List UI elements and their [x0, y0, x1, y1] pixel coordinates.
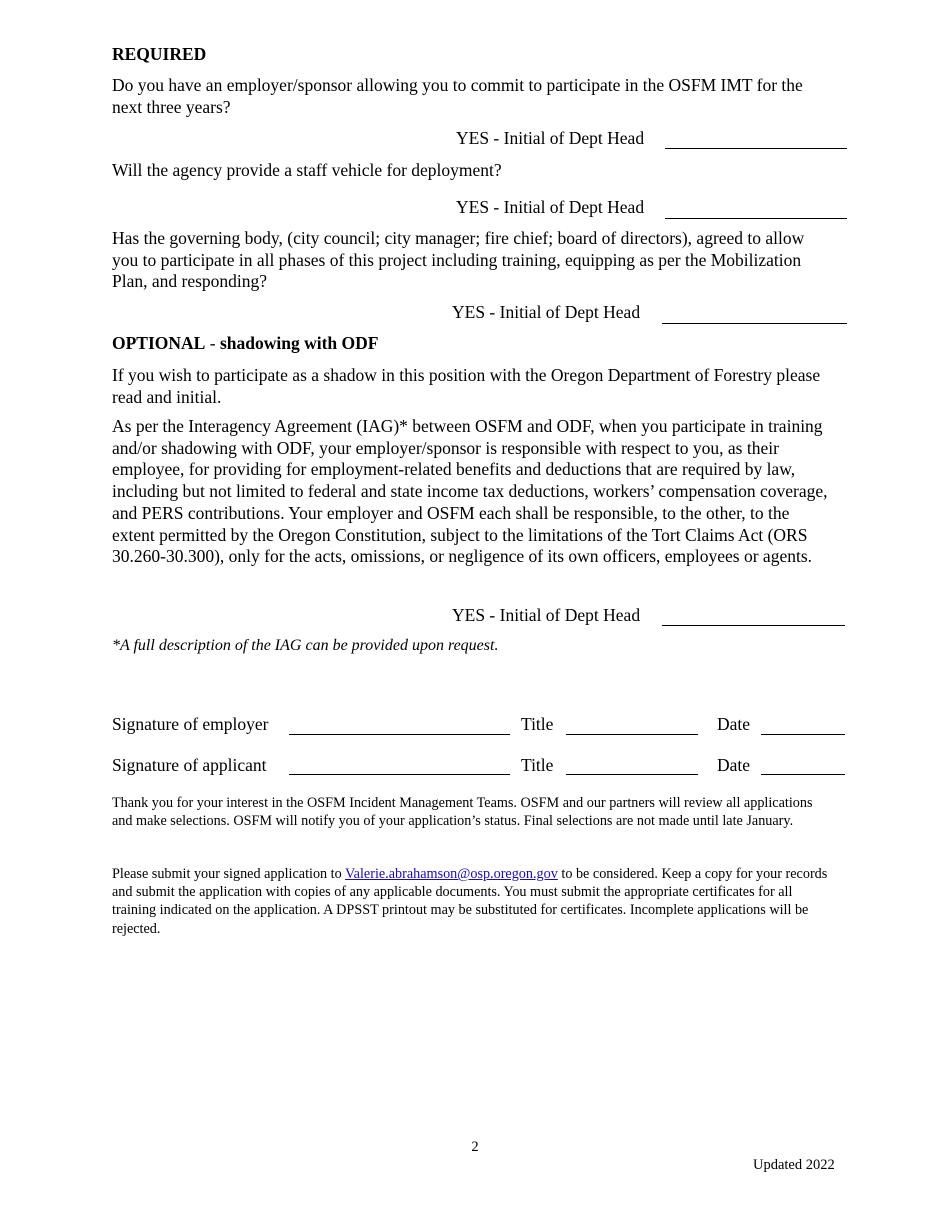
title-label-employer: Title	[521, 714, 554, 734]
signature-applicant-label: Signature of applicant	[112, 755, 267, 775]
date-label-applicant: Date	[717, 755, 751, 775]
thank-you-paragraph: Thank you for your interest in the OSFM Incident Management Teams. OSFM and our partners will review all applications and make selections. OSFM will notify you of your application’s status. Final selections are not made until late January.	[112, 795, 813, 830]
title-label-applicant: Title	[521, 755, 554, 775]
page-number: 2	[471, 1139, 479, 1155]
yes-initial-label-4: YES - Initial of Dept Head	[452, 605, 641, 625]
yes-initial-label-2: YES - Initial of Dept Head	[456, 197, 645, 217]
signature-applicant-field[interactable]	[289, 774, 510, 775]
question-employer-commitment: Do you have an employer/sponsor allowing you to commit to participate in the OSFM IMT for the next three years?	[112, 75, 803, 117]
submission-text-before: Please submit your signed application to	[112, 866, 346, 882]
optional-intro: If you wish to participate as a shadow in this position with the Oregon Department of Forestry please read and initial.	[112, 365, 821, 407]
date-label-employer: Date	[717, 714, 751, 734]
optional-heading-subtitle: shadowing with ODF	[219, 333, 379, 353]
initial-field-4[interactable]	[662, 625, 845, 626]
updated-year: Updated 2022	[753, 1157, 835, 1173]
question-governing-body: Has the governing body, (city council; city manager; fire chief; board of directors), agreed to allow you to participate in all phases of this project including training, equipping as per the Mobilization Plan, and responding?	[112, 228, 805, 292]
title-field-employer[interactable]	[566, 734, 698, 735]
yes-initial-label-3: YES - Initial of Dept Head	[452, 302, 641, 322]
submission-instructions	[112, 865, 834, 938]
submission-text-after: to be considered. Keep a copy for your records and submit the application with copies of any applicable documents. You must submit the appropriate certificates for all training indicated on the application. A DPSST printout may be substituted for certificates. Incomplete applications will be rejected.	[112, 866, 828, 937]
yes-initial-label-1: YES - Initial of Dept Head	[456, 128, 645, 148]
optional-heading-label: OPTIONAL	[112, 333, 206, 353]
submission-email-link[interactable]: Valerie.abrahamson@osp.oregon.gov	[345, 866, 558, 882]
date-field-applicant[interactable]	[761, 774, 845, 775]
signature-employer-row	[112, 713, 268, 735]
initial-field-2[interactable]	[665, 218, 847, 219]
signature-employer-label: Signature of employer	[112, 714, 269, 734]
signature-applicant-row	[112, 754, 267, 776]
signature-employer-field[interactable]	[289, 734, 510, 735]
initial-field-3[interactable]	[662, 323, 847, 324]
required-heading: REQUIRED	[112, 44, 207, 64]
optional-heading	[112, 333, 378, 355]
optional-heading-separator: -	[205, 333, 220, 353]
initial-field-1[interactable]	[665, 148, 847, 149]
iag-footnote: *A full description of the IAG can be provided upon request.	[112, 637, 499, 654]
date-field-employer[interactable]	[761, 734, 845, 735]
title-field-applicant[interactable]	[566, 774, 698, 775]
interagency-agreement-text: As per the Interagency Agreement (IAG)* between OSFM and ODF, when you participate in training and/or shadowing with ODF, your employer/sponsor is responsible with respect to you, as their employee, for providing for employment-related benefits and deductions that are required by law, including but not limited to federal and state income tax deductions, workers’ compensation coverage, and PERS contributions. Your employer and OSFM each shall be responsible, to the other, to the extent permitted by the Oregon Constitution, subject to the limitations of the Tort Claims Act (ORS 30.260-30.300), only for the acts, omissions, or negligence of its own officers, employees or agents.	[112, 416, 828, 567]
question-staff-vehicle: Will the agency provide a staff vehicle for deployment?	[112, 160, 502, 180]
